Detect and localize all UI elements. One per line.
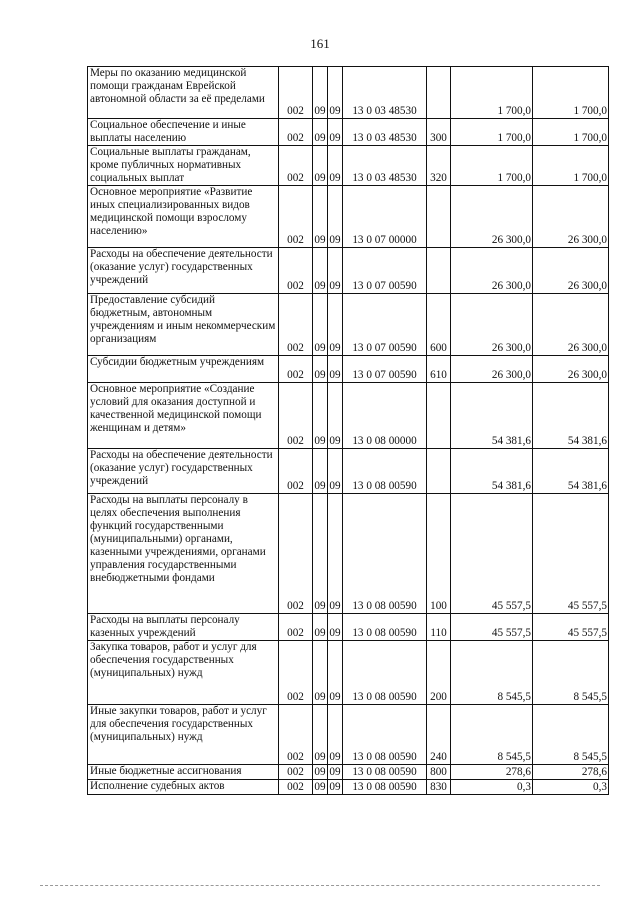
ministry-code: 002 bbox=[279, 494, 313, 614]
amount-year-1: 8 545,5 bbox=[451, 641, 533, 705]
section-code: 09 bbox=[313, 119, 328, 146]
amount-year-1: 1 700,0 bbox=[451, 146, 533, 186]
amount-year-2: 54 381,6 bbox=[533, 383, 609, 449]
amount-year-1: 278,6 bbox=[451, 765, 533, 780]
row-name: Исполнение судебных актов bbox=[88, 780, 279, 795]
row-name: Социальное обеспечение и иные выплаты населению bbox=[88, 119, 279, 146]
amount-year-2: 45 557,5 bbox=[533, 494, 609, 614]
section-code: 09 bbox=[313, 294, 328, 356]
target-article-code: 13 0 03 48530 bbox=[343, 119, 427, 146]
target-article-code: 13 0 07 00590 bbox=[343, 356, 427, 383]
row-name: Закупка товаров, работ и услуг для обеспечения государственных (муниципальных) нужд bbox=[88, 641, 279, 705]
subsection-code: 09 bbox=[328, 294, 343, 356]
subsection-code: 09 bbox=[328, 614, 343, 641]
target-article-code: 13 0 08 00590 bbox=[343, 614, 427, 641]
table-row bbox=[88, 705, 609, 765]
amount-year-2: 8 545,5 bbox=[533, 705, 609, 765]
amount-year-1: 45 557,5 bbox=[451, 614, 533, 641]
row-name: Расходы на обеспечение деятельности (оказание услуг) государственных учреждений bbox=[88, 449, 279, 494]
subsection-code: 09 bbox=[328, 383, 343, 449]
ministry-code: 002 bbox=[279, 780, 313, 795]
amount-year-1: 54 381,6 bbox=[451, 383, 533, 449]
amount-year-1: 8 545,5 bbox=[451, 705, 533, 765]
target-article-code: 13 0 08 00590 bbox=[343, 705, 427, 765]
target-article-code: 13 0 03 48530 bbox=[343, 146, 427, 186]
table-row bbox=[88, 67, 609, 119]
row-name: Социальные выплаты гражданам, кроме публичных нормативных социальных выплат bbox=[88, 146, 279, 186]
amount-year-2: 0,3 bbox=[533, 780, 609, 795]
target-article-code: 13 0 03 48530 bbox=[343, 67, 427, 119]
ministry-code: 002 bbox=[279, 186, 313, 248]
expense-type-code bbox=[427, 186, 451, 248]
section-code: 09 bbox=[313, 383, 328, 449]
expense-type-code: 110 bbox=[427, 614, 451, 641]
subsection-code: 09 bbox=[328, 494, 343, 614]
ministry-code: 002 bbox=[279, 765, 313, 780]
target-article-code: 13 0 08 00590 bbox=[343, 765, 427, 780]
expense-type-code: 800 bbox=[427, 765, 451, 780]
subsection-code: 09 bbox=[329, 766, 341, 778]
amount-year-1: 26 300,0 bbox=[451, 248, 533, 294]
row-name: Иные закупки товаров, работ и услуг для обеспечения государственных (муниципальных) нужд bbox=[88, 705, 279, 765]
table-row bbox=[88, 449, 609, 494]
expense-type-code bbox=[427, 67, 451, 119]
row-name: Расходы на выплаты персоналу казенных учреждений bbox=[88, 614, 279, 641]
ministry-code: 002 bbox=[279, 641, 313, 705]
subsection-code: 09 bbox=[328, 119, 343, 146]
subsection-code: 09 bbox=[328, 186, 343, 248]
ministry-code: 002 bbox=[279, 119, 313, 146]
target-article-code: 13 0 08 00590 bbox=[343, 449, 427, 494]
expense-type-code: 830 bbox=[427, 780, 451, 795]
section-code: 09 bbox=[313, 494, 328, 614]
row-name: Иные бюджетные ассигнования bbox=[88, 765, 279, 780]
ministry-code: 002 bbox=[279, 67, 313, 119]
table-row bbox=[88, 780, 609, 795]
amount-year-1: 1 700,0 bbox=[451, 119, 533, 146]
ministry-code: 002 bbox=[279, 383, 313, 449]
subsection-code: 09 bbox=[329, 781, 341, 793]
amount-year-1: 0,3 bbox=[451, 780, 533, 795]
table-row bbox=[88, 146, 609, 186]
row-name: Предоставление субсидий бюджетным, автономным учреждениям и иным некоммерческим организациям bbox=[88, 294, 279, 356]
target-article-code: 13 0 08 00590 bbox=[343, 641, 427, 705]
expense-type-code bbox=[427, 449, 451, 494]
row-name: Меры по оказанию медицинской помощи гражданам Еврейской автономной области за её пределами bbox=[88, 67, 279, 119]
expense-type-code: 200 bbox=[427, 641, 451, 705]
subsection-code: 09 bbox=[328, 449, 343, 494]
table-row bbox=[88, 614, 609, 641]
row-name: Основное мероприятие «Развитие иных специализированных видов медицинской помощи взрослому населению» bbox=[88, 186, 279, 248]
section-code: 09 bbox=[313, 705, 328, 765]
table-row bbox=[88, 765, 609, 780]
expense-type-code bbox=[427, 248, 451, 294]
target-article-code: 13 0 08 00590 bbox=[343, 494, 427, 614]
table-row bbox=[88, 641, 609, 705]
table-row bbox=[88, 186, 609, 248]
amount-year-2: 26 300,0 bbox=[533, 186, 609, 248]
ministry-code: 002 bbox=[279, 146, 313, 186]
amount-year-1: 26 300,0 bbox=[451, 294, 533, 356]
target-article-code: 13 0 08 00590 bbox=[343, 780, 427, 795]
expense-type-code: 100 bbox=[427, 494, 451, 614]
amount-year-2: 54 381,6 bbox=[533, 449, 609, 494]
row-name: Расходы на обеспечение деятельности (оказание услуг) государственных учреждений bbox=[88, 248, 279, 294]
target-article-code: 13 0 07 00590 bbox=[343, 248, 427, 294]
row-name: Расходы на выплаты персоналу в целях обеспечения выполнения функций государственными (муниципальными) органами, казенными учреждениями, органами управления государственными внебюджетными фондами bbox=[88, 494, 279, 614]
section-code: 09 bbox=[313, 356, 328, 383]
section-code: 09 bbox=[313, 248, 328, 294]
subsection-code: 09 bbox=[328, 67, 343, 119]
section-code: 09 bbox=[314, 781, 326, 793]
table-row bbox=[88, 248, 609, 294]
subsection-code: 09 bbox=[328, 248, 343, 294]
section-code: 09 bbox=[313, 146, 328, 186]
section-code: 09 bbox=[313, 614, 328, 641]
ministry-code: 002 bbox=[279, 294, 313, 356]
target-article-code: 13 0 07 00000 bbox=[343, 186, 427, 248]
table-row bbox=[88, 383, 609, 449]
amount-year-2: 45 557,5 bbox=[533, 614, 609, 641]
subsection-code: 09 bbox=[328, 356, 343, 383]
row-name: Основное мероприятие «Создание условий для оказания доступной и качественной медицинской помощи женщинам и детям» bbox=[88, 383, 279, 449]
ministry-code: 002 bbox=[279, 248, 313, 294]
amount-year-1: 26 300,0 bbox=[451, 186, 533, 248]
amount-year-2: 26 300,0 bbox=[533, 294, 609, 356]
expense-type-code: 300 bbox=[427, 119, 451, 146]
expense-type-code: 610 bbox=[427, 356, 451, 383]
amount-year-2: 1 700,0 bbox=[533, 119, 609, 146]
target-article-code: 13 0 07 00590 bbox=[343, 294, 427, 356]
budget-table bbox=[87, 66, 609, 795]
row-name: Субсидии бюджетным учреждениям bbox=[88, 356, 279, 383]
amount-year-1: 1 700,0 bbox=[451, 67, 533, 119]
section-code: 09 bbox=[313, 186, 328, 248]
section-code: 09 bbox=[314, 766, 326, 778]
amount-year-2: 8 545,5 bbox=[533, 641, 609, 705]
ministry-code: 002 bbox=[279, 614, 313, 641]
table-row bbox=[88, 494, 609, 614]
page-number: 161 bbox=[310, 36, 330, 51]
expense-type-code bbox=[427, 383, 451, 449]
amount-year-1: 54 381,6 bbox=[451, 449, 533, 494]
target-article-code: 13 0 08 00000 bbox=[343, 383, 427, 449]
section-code: 09 bbox=[313, 67, 328, 119]
amount-year-1: 26 300,0 bbox=[451, 356, 533, 383]
section-code: 09 bbox=[313, 449, 328, 494]
amount-year-2: 26 300,0 bbox=[533, 248, 609, 294]
ministry-code: 002 bbox=[279, 705, 313, 765]
subsection-code: 09 bbox=[328, 146, 343, 186]
expense-type-code: 240 bbox=[427, 705, 451, 765]
amount-year-2: 1 700,0 bbox=[533, 67, 609, 119]
expense-type-code: 600 bbox=[427, 294, 451, 356]
amount-year-2: 1 700,0 bbox=[533, 146, 609, 186]
table-row bbox=[88, 356, 609, 383]
amount-year-1: 45 557,5 bbox=[451, 494, 533, 614]
ministry-code: 002 bbox=[279, 356, 313, 383]
bottom-divider bbox=[40, 885, 600, 886]
ministry-code: 002 bbox=[279, 449, 313, 494]
table-row bbox=[88, 294, 609, 356]
amount-year-2: 26 300,0 bbox=[533, 356, 609, 383]
amount-year-2: 278,6 bbox=[533, 765, 609, 780]
section-code: 09 bbox=[313, 641, 328, 705]
subsection-code: 09 bbox=[328, 641, 343, 705]
expense-type-code: 320 bbox=[427, 146, 451, 186]
subsection-code: 09 bbox=[328, 705, 343, 765]
table-row bbox=[88, 119, 609, 146]
